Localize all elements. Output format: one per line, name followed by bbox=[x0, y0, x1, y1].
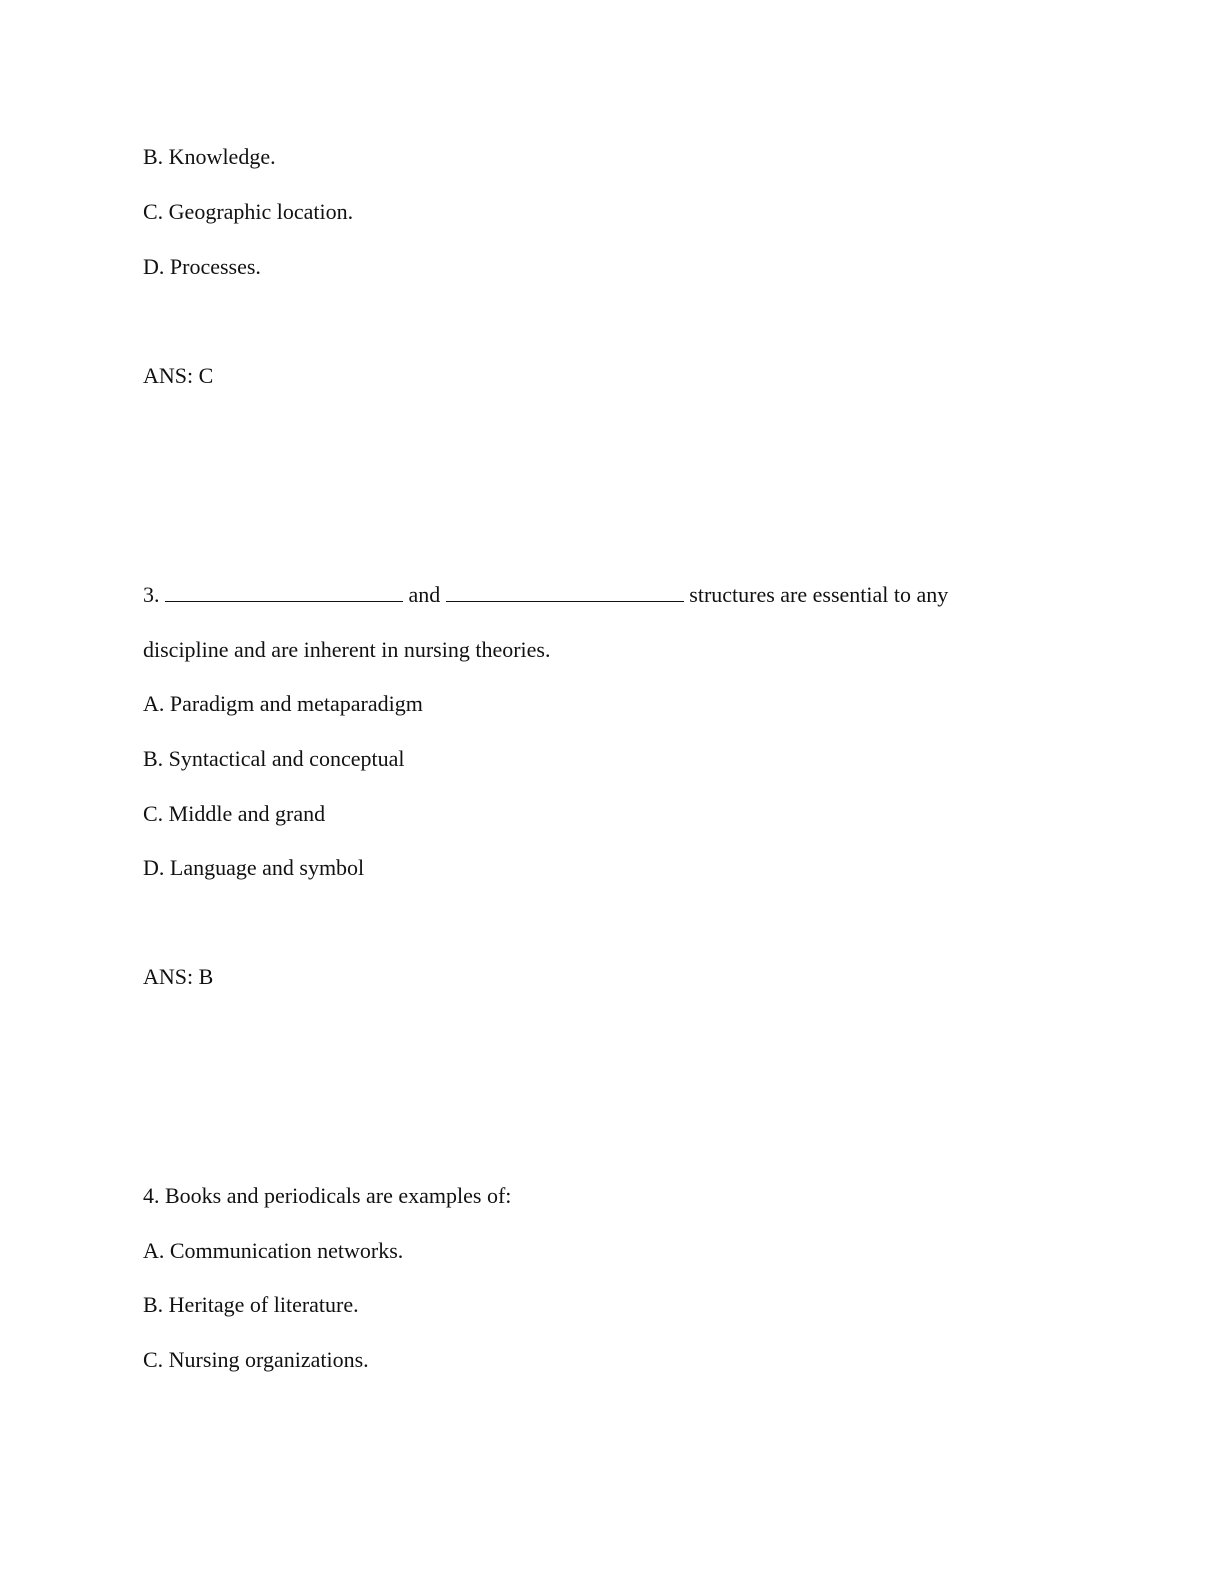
fill-in-blank-2 bbox=[446, 583, 684, 602]
q3-and-word: and bbox=[408, 582, 441, 607]
q3-answer: ANS: B bbox=[143, 964, 214, 989]
q3-number: 3. bbox=[143, 582, 160, 607]
q4-stem: 4. Books and periodicals are examples of: bbox=[143, 1183, 512, 1208]
q2-option-d: D. Processes. bbox=[143, 254, 261, 279]
q2-option-b: B. Knowledge. bbox=[143, 144, 276, 169]
q3-option-c: C. Middle and grand bbox=[143, 801, 326, 826]
q4-option-c: C. Nursing organizations. bbox=[143, 1347, 369, 1372]
q3-stem-line2: discipline and are inherent in nursing theories. bbox=[143, 637, 551, 662]
q2-option-c: C. Geographic location. bbox=[143, 199, 354, 224]
q3-option-a: A. Paradigm and metaparadigm bbox=[143, 691, 423, 716]
q3-option-d: D. Language and symbol bbox=[143, 855, 365, 880]
fill-in-blank-1 bbox=[165, 583, 403, 602]
q3-stem-line1 bbox=[143, 582, 948, 608]
q2-answer: ANS: C bbox=[143, 363, 214, 388]
q4-option-a: A. Communication networks. bbox=[143, 1238, 404, 1263]
q3-stem-rest: structures are essential to any bbox=[689, 582, 949, 607]
q3-option-b: B. Syntactical and conceptual bbox=[143, 746, 405, 771]
q4-option-b: B. Heritage of literature. bbox=[143, 1292, 359, 1317]
